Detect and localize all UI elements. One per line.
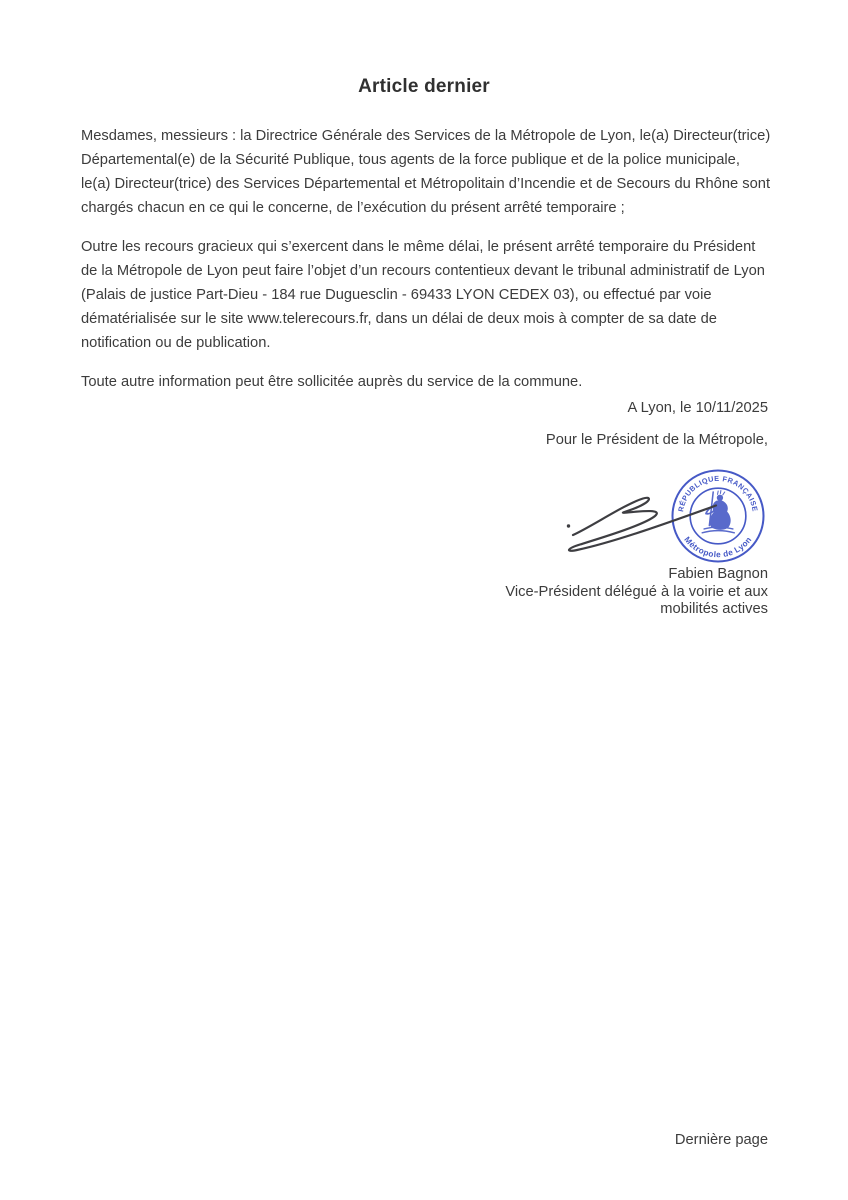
stamp-top-text: RÉPUBLIQUE FRANÇAISE: [676, 473, 760, 513]
dateline: A Lyon, le 10/11/2025: [627, 400, 768, 416]
stamp-bottom-text: Métropole de Lyon: [682, 535, 754, 560]
paragraph-information: Toute autre information peut être sollicitée auprès du service de la commune.: [81, 374, 583, 390]
paragraph-recours: Outre les recours gracieux qui s’exercent dans le même délai, le présent arrêté temporaire du Président de la Métropole de Lyon peut faire l’objet d’un recours contentieux devant le tribunal administratif de Lyon (Palais de justice Part-Dieu - 184 rue Duguesclin - 69433 LYON CEDEX 03), ou effectué par voie dématérialisée sur le site www.telerecours.fr, dans un délai de deux mois à compter de sa date de notification ou de publication.: [81, 239, 765, 351]
page-footer-label: Dernière page: [674, 1132, 768, 1148]
signatory-name: Fabien Bagnon: [668, 566, 768, 582]
signatory-block: [505, 566, 768, 619]
document-body: [81, 124, 771, 409]
page-title: Article dernier: [358, 76, 490, 97]
paragraph-execution: Mesdames, messieurs : la Directrice Générale des Services de la Métropole de Lyon, le(a) Directeur(trice) Départemental(e) de la Sécurité Publique, tous agents de la force publique et de la police municipale, le(a) Directeur(trice) des Services Départemental et Métropolitain d’Incendie et de Secours du Rhône sont chargés chacun en ce qui le concerne, de l’exécution du présent arrêté temporaire ;: [81, 128, 771, 216]
signatory-title-line2: mobilités actives: [660, 601, 768, 617]
handwritten-signature-icon: [553, 488, 748, 558]
signatory-title-line1: Vice-Président délégué à la voirie et aux: [505, 583, 768, 600]
signature-intro: Pour le Président de la Métropole,: [545, 432, 768, 448]
